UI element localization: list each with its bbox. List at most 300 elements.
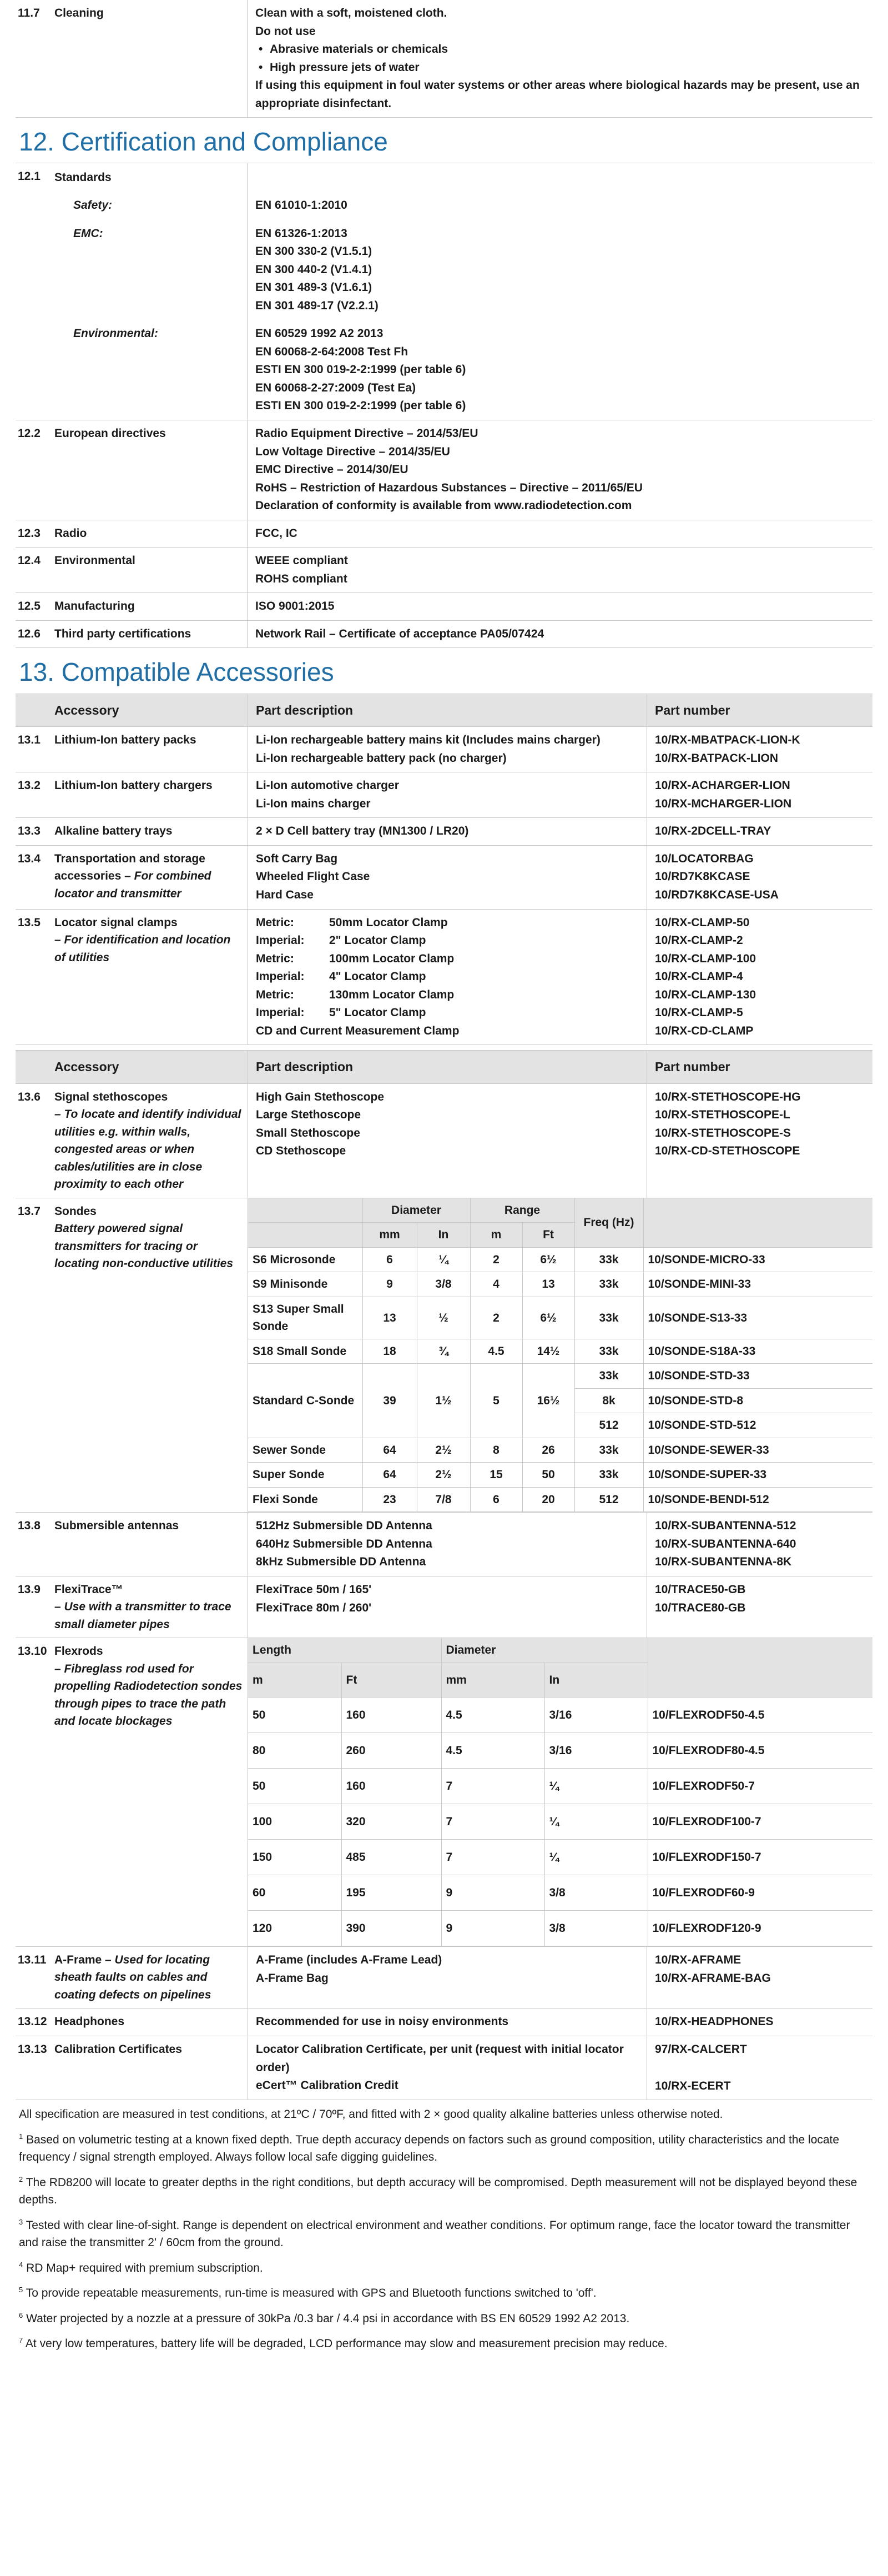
row-label: Headphones (54, 2015, 125, 2028)
flexrod-length-m: 50 (248, 1697, 341, 1733)
header-diameter: Diameter (441, 1638, 648, 1663)
sondes-body (248, 1247, 872, 1512)
standards-head (16, 163, 872, 191)
text-line: Low Voltage Directive – 2014/35/EU (255, 445, 450, 458)
footnote-text: The RD8200 will locate to greater depths in the right conditions, but depth accuracy will be compromised. Depth measurement will not be displayed beyond these depths. (19, 2176, 857, 2207)
clamp-item (256, 914, 639, 932)
footnote-text: To provide repeatable measurements, run-time is measured with GPS and Bluetooth functions switched to 'off'. (26, 2287, 597, 2300)
sonde-range-m: 5 (470, 1364, 522, 1438)
sonde-frequency: 33k (574, 1247, 643, 1272)
footnote (19, 2174, 869, 2209)
text-line: 512Hz Submersible DD Antenna (256, 1519, 432, 1533)
text-line: FCC, IC (255, 526, 297, 540)
footnote-number: 2 (19, 2175, 23, 2183)
sonde-range-ft: 6½ (522, 1247, 574, 1272)
part-cell (647, 818, 872, 845)
row-label: FlexiTrace™ (54, 1583, 123, 1596)
sondes-block (16, 1198, 872, 1513)
sonde-frequency: 33k (574, 1339, 643, 1364)
text-line: If using this equipment in foul water systems or other areas where biological hazards may be present, use an appropriate disinfectant. (255, 79, 860, 110)
text-line: FlexiTrace 50m / 165' (256, 1583, 372, 1596)
text-line: ROHS compliant (255, 572, 347, 585)
part-cell (647, 1576, 872, 1638)
sonde-name: S18 Small Sonde (248, 1339, 362, 1364)
part-number: 10/LOCATORBAG (655, 852, 754, 865)
text-line: WEEE compliant (255, 554, 348, 568)
part-number: 10/RX-SUBANTENNA-640 (655, 1537, 796, 1550)
row-sublabel: – Fibreglass rod used for propelling Radiodetection sondes through pipes to trace the path and locate blockages (54, 1662, 243, 1728)
row-label: Radio (51, 520, 248, 548)
flexrod-length-ft: 485 (341, 1839, 441, 1875)
section-title: 12. Certification and Compliance (16, 118, 872, 163)
flexrod-diameter-mm: 7 (441, 1839, 544, 1875)
text-line: Wheeled Flight Case (256, 870, 370, 883)
flexrod-length-m: 150 (248, 1839, 341, 1875)
sonde-row (248, 1364, 872, 1389)
sonde-diameter-in: 2½ (417, 1463, 470, 1488)
sondes-header-row (248, 1198, 872, 1223)
clamp-item (256, 986, 639, 1005)
row-label: Calibration Certificates (54, 2043, 182, 2056)
description-cell (248, 2008, 647, 2036)
header-part-number: Part number (655, 1059, 730, 1074)
part-number: 10/RX-AFRAME (655, 1953, 741, 1966)
sonde-diameter-mm: 23 (362, 1487, 417, 1512)
sonde-name: S6 Microsonde (248, 1247, 362, 1272)
section-number: 13.12 (18, 2015, 47, 2028)
sonde-name: Sewer Sonde (248, 1438, 362, 1463)
flexrod-diameter-in: ¼ (544, 1804, 648, 1839)
row-label: Transportation and storage accessories – (54, 852, 205, 883)
part-number: 10/FLEXRODF50-4.5 (648, 1697, 872, 1733)
part-number: 10/SONDE-STD-512 (643, 1413, 872, 1438)
third-party-row (16, 621, 872, 649)
text-line: ESTI EN 300 019-2-2:1999 (per table 6) (255, 399, 466, 413)
section-number: 13.6 (18, 1090, 41, 1103)
flexrod-row (248, 1733, 872, 1768)
flexrods-block (16, 1638, 872, 1947)
section-number: 11.7 (18, 7, 40, 19)
sonde-row (248, 1272, 872, 1297)
section-number: 13.7 (18, 1204, 41, 1218)
text-line: EN 61326-1:2013 (255, 227, 347, 240)
description-cell (248, 772, 647, 817)
clamp-item (256, 932, 639, 950)
flexrod-diameter-mm: 9 (441, 1875, 544, 1910)
accessory-row (16, 2036, 872, 2100)
description-cell (248, 1513, 647, 1576)
safety-values (248, 191, 872, 219)
blank-cell (643, 1198, 872, 1248)
footnote-text: At very low temperatures, battery life will be degraded, LCD performance may slow and measurement precision may reduce. (25, 2337, 668, 2351)
part-cell (647, 910, 872, 1045)
directives-row (16, 420, 872, 520)
part-number: 10/SONDE-MICRO-33 (643, 1247, 872, 1272)
accessories-header (16, 1051, 872, 1084)
part-number: 10/FLEXRODF100-7 (648, 1804, 872, 1839)
standards-block (16, 163, 872, 420)
footnote-list (19, 2131, 869, 2353)
footnotes (16, 2100, 872, 2353)
row-label: Submersible antennas (54, 1519, 179, 1533)
clamp-name: 2" Locator Clamp (329, 934, 426, 947)
header-description: Part description (248, 1051, 647, 1083)
row-label-cell (51, 910, 248, 1045)
footnote-number: 7 (19, 2336, 23, 2345)
section-number: 13.11 (18, 1953, 47, 1966)
description-cell (248, 2036, 647, 2100)
accessories-header (16, 694, 872, 727)
header-description: Part description (248, 694, 647, 727)
sonde-frequency: 33k (574, 1364, 643, 1389)
section-title: 13. Compatible Accessories (16, 648, 872, 694)
accessory-row (16, 1576, 872, 1639)
accessory-row (16, 910, 872, 1046)
header-ft: Ft (341, 1663, 441, 1697)
row-label-cell (51, 1947, 248, 2008)
sonde-diameter-mm: 18 (362, 1339, 417, 1364)
flexrod-diameter-mm: 9 (441, 1910, 544, 1946)
manufacturing-row (16, 593, 872, 621)
footnote-number: 1 (19, 2132, 23, 2141)
part-number: 10/RX-SUBANTENNA-512 (655, 1519, 796, 1533)
sonde-row (248, 1463, 872, 1488)
section-number: 13.8 (18, 1519, 41, 1533)
text-line: RoHS – Restriction of Hazardous Substances – Directive – 2011/65/EU (255, 481, 643, 494)
accessory-row (16, 2008, 872, 2036)
flexrod-row (248, 1839, 872, 1875)
footnote (19, 2131, 869, 2166)
flexrod-length-m: 50 (248, 1768, 341, 1804)
section-number: 12.2 (18, 426, 41, 440)
flexrod-diameter-mm: 4.5 (441, 1697, 544, 1733)
text-line: Soft Carry Bag (256, 852, 338, 865)
section-number: 13.2 (18, 779, 41, 792)
part-cell (647, 2036, 872, 2100)
sonde-row (248, 1438, 872, 1463)
sondes-table (248, 1198, 872, 1513)
environmental-row (16, 319, 872, 420)
cleaning-row (16, 0, 872, 118)
header-m: m (470, 1223, 522, 1248)
row-label: Standards (51, 163, 248, 191)
section-number: 12.6 (18, 627, 41, 640)
part-cell (647, 2008, 872, 2036)
emc-row (16, 219, 872, 320)
clamp-item (256, 1004, 639, 1022)
part-number: 10/SONDE-STD-8 (643, 1388, 872, 1413)
part-number: 10/RX-SUBANTENNA-8K (655, 1555, 792, 1569)
part-number: 10/RX-CLAMP-50 (655, 916, 750, 929)
text-line: Clean with a soft, moistened cloth. (255, 7, 447, 19)
row-sublabel: Battery powered signal transmitters for tracing or locating non-conductive utilities (54, 1222, 234, 1271)
sonde-range-ft: 6½ (522, 1297, 574, 1339)
footnote-intro: All specification are measured in test conditions, at 21ºC / 70ºF, and fitted with 2 × good quality alkaline batteries unless otherwise noted. (19, 2108, 723, 2121)
part-number: 10/SONDE-S18A-33 (643, 1339, 872, 1364)
text-line: Declaration of conformity is available from www.radiodetection.com (255, 499, 632, 513)
clamp-name: 50mm Locator Clamp (329, 916, 448, 929)
description-cell (248, 846, 647, 909)
row-label: Lithium-Ion battery packs (54, 734, 196, 747)
sonde-range-ft: 50 (522, 1463, 574, 1488)
sonde-range-m: 8 (470, 1438, 522, 1463)
footnote-text: Based on volumetric testing at a known fixed depth. True depth accuracy depends on factors such as ground composition, utility characteristics and the locate frequency / signal strength employed. Always follow local safe digging guidelines. (19, 2133, 840, 2164)
section-number: 12.3 (18, 526, 41, 540)
flexrods-grid (248, 1638, 872, 1946)
sonde-diameter-in: ½ (417, 1297, 470, 1339)
text-line: Locator Calibration Certificate, per unit (request with initial locator order) (256, 2043, 624, 2074)
header-accessory: Accessory (54, 1059, 119, 1074)
text-line: EN 300 330-2 (V1.5.1) (255, 245, 372, 258)
sonde-name: S9 Minisonde (248, 1272, 362, 1297)
part-number: 10/SONDE-SUPER-33 (643, 1463, 872, 1488)
flexrod-diameter-mm: 4.5 (441, 1733, 544, 1768)
text-line: Network Rail – Certificate of acceptance PA05/07424 (255, 627, 544, 640)
part-number: 10/RX-HEADPHONES (655, 2015, 774, 2028)
text-line: A-Frame Bag (256, 1971, 329, 1985)
sonde-range-ft: 26 (522, 1438, 574, 1463)
section-number: 12.5 (18, 600, 41, 613)
accessory-row (16, 1513, 872, 1576)
part-cell (647, 846, 872, 909)
part-number: 10/RX-CLAMP-5 (655, 1006, 743, 1020)
sonde-row (248, 1339, 872, 1364)
text-line: Do not use (255, 24, 316, 38)
flexrods-table (248, 1638, 872, 1946)
flexrod-length-m: 100 (248, 1804, 341, 1839)
description-cell (248, 910, 647, 1045)
sonde-row (248, 1247, 872, 1272)
flexrod-diameter-in: 3/8 (544, 1910, 648, 1946)
footnote (19, 2335, 869, 2353)
emc-values (248, 219, 872, 320)
accessory-row (16, 1947, 872, 2009)
text-line: eCert™ Calibration Credit (256, 2079, 398, 2092)
sonde-frequency: 512 (574, 1413, 643, 1438)
text-line: Li-Ion rechargeable battery pack (no charger) (256, 751, 507, 765)
accessory-row (16, 727, 872, 772)
part-number: 10/TRACE80-GB (655, 1601, 746, 1614)
sonde-name: Standard C-Sonde (248, 1364, 362, 1438)
text-line: A-Frame (includes A-Frame Lead) (256, 1953, 442, 1966)
text-line: 8kHz Submersible DD Antenna (256, 1555, 426, 1569)
flexrod-diameter-in: 3/8 (544, 1875, 648, 1910)
description-cell (248, 1084, 647, 1198)
footnote (19, 2310, 869, 2328)
flexrod-row (248, 1910, 872, 1946)
flexrod-length-ft: 160 (341, 1768, 441, 1804)
part-number: 10/RX-CD-STETHOSCOPE (655, 1144, 800, 1158)
row-label: Sondes (54, 1204, 97, 1218)
header-range: Range (470, 1198, 574, 1223)
env-values (248, 319, 872, 420)
part-number: 10/SONDE-STD-33 (643, 1364, 872, 1389)
sonde-range-m: 4 (470, 1272, 522, 1297)
text-line: EN 60068-2-27:2009 (Test Ea) (255, 381, 416, 394)
sonde-range-m: 15 (470, 1463, 522, 1488)
sonde-frequency: 512 (574, 1487, 643, 1512)
row-sublabel: – Used for locating sheath faults on cables and coating defects on pipelines (54, 1953, 211, 2001)
flexrod-diameter-in: ¼ (544, 1768, 648, 1804)
text-line: EN 61010-1:2010 (255, 198, 347, 212)
part-number: 10/RX-MCHARGER-LION (655, 797, 792, 810)
header-mm: mm (441, 1663, 544, 1697)
clamp-name: 4" Locator Clamp (329, 970, 426, 983)
text-line: Li-Ion automotive charger (256, 779, 399, 792)
row-label: Locator signal clamps (54, 916, 178, 929)
description-cell (248, 818, 647, 845)
unit-label: Imperial: (256, 970, 305, 983)
header-diameter: Diameter (362, 1198, 470, 1223)
part-number: 10/FLEXRODF120-9 (648, 1910, 872, 1946)
row-label: Manufacturing (51, 593, 248, 620)
row-sublabel: – For identification and location of utilities (54, 933, 231, 964)
clamp-name: 100mm Locator Clamp (329, 952, 455, 965)
row-label: Flexrods (54, 1645, 103, 1658)
row-label: Signal stethoscopes (54, 1090, 168, 1103)
unit-label: Metric: (256, 988, 294, 1001)
part-number: 97/RX-CALCERT (655, 2043, 747, 2056)
blank-cell (16, 319, 51, 420)
row-label: Cleaning (51, 0, 248, 117)
part-number: 10/SONDE-MINI-33 (643, 1272, 872, 1297)
row-label-cell (51, 846, 248, 909)
flexrod-diameter-in: ¼ (544, 1839, 648, 1875)
row-label: Alkaline battery trays (54, 825, 173, 838)
part-number: 10/RX-CLAMP-100 (655, 952, 756, 965)
part-number: 10/RX-STETHOSCOPE-HG (655, 1090, 801, 1103)
text-line: EMC Directive – 2014/30/EU (255, 463, 408, 476)
sonde-name: Super Sonde (248, 1463, 362, 1488)
part-number: 10/RX-CD-CLAMP (655, 1024, 754, 1037)
part-cell (647, 772, 872, 817)
text-line: EN 60529 1992 A2 2013 (255, 327, 384, 340)
sonde-range-m: 4.5 (470, 1339, 522, 1364)
flexrod-diameter-in: 3/16 (544, 1733, 648, 1768)
clamp-name: CD and Current Measurement Clamp (256, 1024, 460, 1037)
flexrod-diameter-mm: 7 (441, 1768, 544, 1804)
part-cell (647, 1513, 872, 1576)
safety-row (16, 191, 872, 219)
footnote-text: RD Map+ required with premium subscription. (26, 2261, 263, 2274)
header-accessory: Accessory (54, 702, 119, 717)
row-label: Environmental (51, 548, 248, 592)
section-number: 13.1 (18, 734, 41, 747)
header-ft: Ft (522, 1223, 574, 1248)
part-number: 10/FLEXRODF60-9 (648, 1875, 872, 1910)
sonde-range-ft: 14½ (522, 1339, 574, 1364)
footnote (19, 2284, 869, 2302)
sonde-diameter-in: 1½ (417, 1364, 470, 1438)
footnote-text: Tested with clear line-of-sight. Range is dependent on electrical environment and weather conditions. For optimum range, face the locator toward the transmitter and raise the transmitter 2' / 60cm from the ground. (19, 2218, 850, 2249)
section-number: 13.13 (18, 2043, 47, 2056)
unit-label: Metric: (256, 916, 294, 929)
sonde-frequency: 33k (574, 1272, 643, 1297)
sonde-frequency: 33k (574, 1438, 643, 1463)
sonde-row (248, 1297, 872, 1339)
clamp-item (256, 968, 639, 986)
sonde-name: Flexi Sonde (248, 1487, 362, 1512)
sonde-diameter-in: ¾ (417, 1339, 470, 1364)
sub-label: Safety: (51, 191, 248, 219)
flexrod-diameter-mm: 7 (441, 1804, 544, 1839)
text-line: Radio Equipment Directive – 2014/53/EU (255, 426, 478, 440)
sonde-frequency: 8k (574, 1388, 643, 1413)
description-cell (248, 1576, 647, 1638)
section-number: 13.4 (18, 852, 41, 865)
sonde-diameter-mm: 6 (362, 1247, 417, 1272)
sonde-name: S13 Super Small Sonde (248, 1297, 362, 1339)
row-label: A-Frame (54, 1953, 102, 1966)
text-line: ESTI EN 300 019-2-2:1999 (per table 6) (255, 363, 466, 376)
sonde-diameter-mm: 13 (362, 1297, 417, 1339)
part-number: 10/RX-AFRAME-BAG (655, 1971, 771, 1985)
description-cell (248, 727, 647, 772)
spacer (16, 1045, 872, 1051)
footnote-number: 5 (19, 2286, 23, 2294)
sonde-diameter-mm: 39 (362, 1364, 417, 1438)
sonde-frequency: 33k (574, 1297, 643, 1339)
part-number: 10/FLEXRODF50-7 (648, 1768, 872, 1804)
accessory-row (16, 1084, 872, 1198)
row-label: European directives (51, 420, 248, 520)
sonde-range-ft: 16½ (522, 1364, 574, 1438)
part-number: 10/RX-CLAMP-130 (655, 988, 756, 1001)
clamp-name: 130mm Locator Clamp (329, 988, 455, 1001)
flexrod-length-m: 120 (248, 1910, 341, 1946)
sonde-range-m: 6 (470, 1487, 522, 1512)
text-line: EN 60068-2-64:2008 Test Fh (255, 345, 408, 358)
text-line: EN 301 489-3 (V1.6.1) (255, 281, 372, 294)
text-line: CD Stethoscope (256, 1144, 346, 1158)
text-line: Recommended for use in noisy environments (256, 2015, 509, 2028)
sonde-diameter-in: ¼ (417, 1247, 470, 1272)
text-line: EN 301 489-17 (V2.2.1) (255, 299, 379, 312)
accessory-row (16, 818, 872, 846)
part-cell (647, 1084, 872, 1198)
part-number (655, 2059, 865, 2077)
blank-cell (248, 1198, 362, 1223)
description-cell (248, 1947, 647, 2008)
part-number: 10/TRACE50-GB (655, 1583, 746, 1596)
row-label-cell (51, 1576, 248, 1638)
manufacturing-values (248, 593, 872, 620)
row-label: Lithium-Ion battery chargers (54, 779, 213, 792)
unit-label: Imperial: (256, 1006, 305, 1020)
header-length: Length (248, 1638, 441, 1663)
header-freq: Freq (Hz) (574, 1198, 643, 1248)
flexrod-row (248, 1804, 872, 1839)
text-line: EN 300 440-2 (V1.4.1) (255, 263, 372, 276)
clamp-name: 5" Locator Clamp (329, 1006, 426, 1020)
part-number: 10/RX-2DCELL-TRAY (655, 825, 771, 838)
text-line: Li-Ion rechargeable battery mains kit (Includes mains charger) (256, 734, 601, 747)
sonde-frequency: 33k (574, 1463, 643, 1488)
sonde-row (248, 1487, 872, 1512)
environmental-values (248, 548, 872, 592)
text-line: Large Stethoscope (256, 1108, 361, 1122)
sonde-diameter-in: 2½ (417, 1438, 470, 1463)
header-mm: mm (362, 1223, 417, 1248)
blank-cell (248, 1223, 362, 1248)
part-number: 10/RX-ECERT (655, 2079, 731, 2092)
part-cell (647, 727, 872, 772)
part-number: 10/RX-CLAMP-4 (655, 970, 743, 983)
flexrod-length-m: 80 (248, 1733, 341, 1768)
part-number: 10/RX-BATPACK-LION (655, 751, 779, 765)
flexrod-length-ft: 390 (341, 1910, 441, 1946)
part-number: 10/RX-STETHOSCOPE-L (655, 1108, 790, 1122)
